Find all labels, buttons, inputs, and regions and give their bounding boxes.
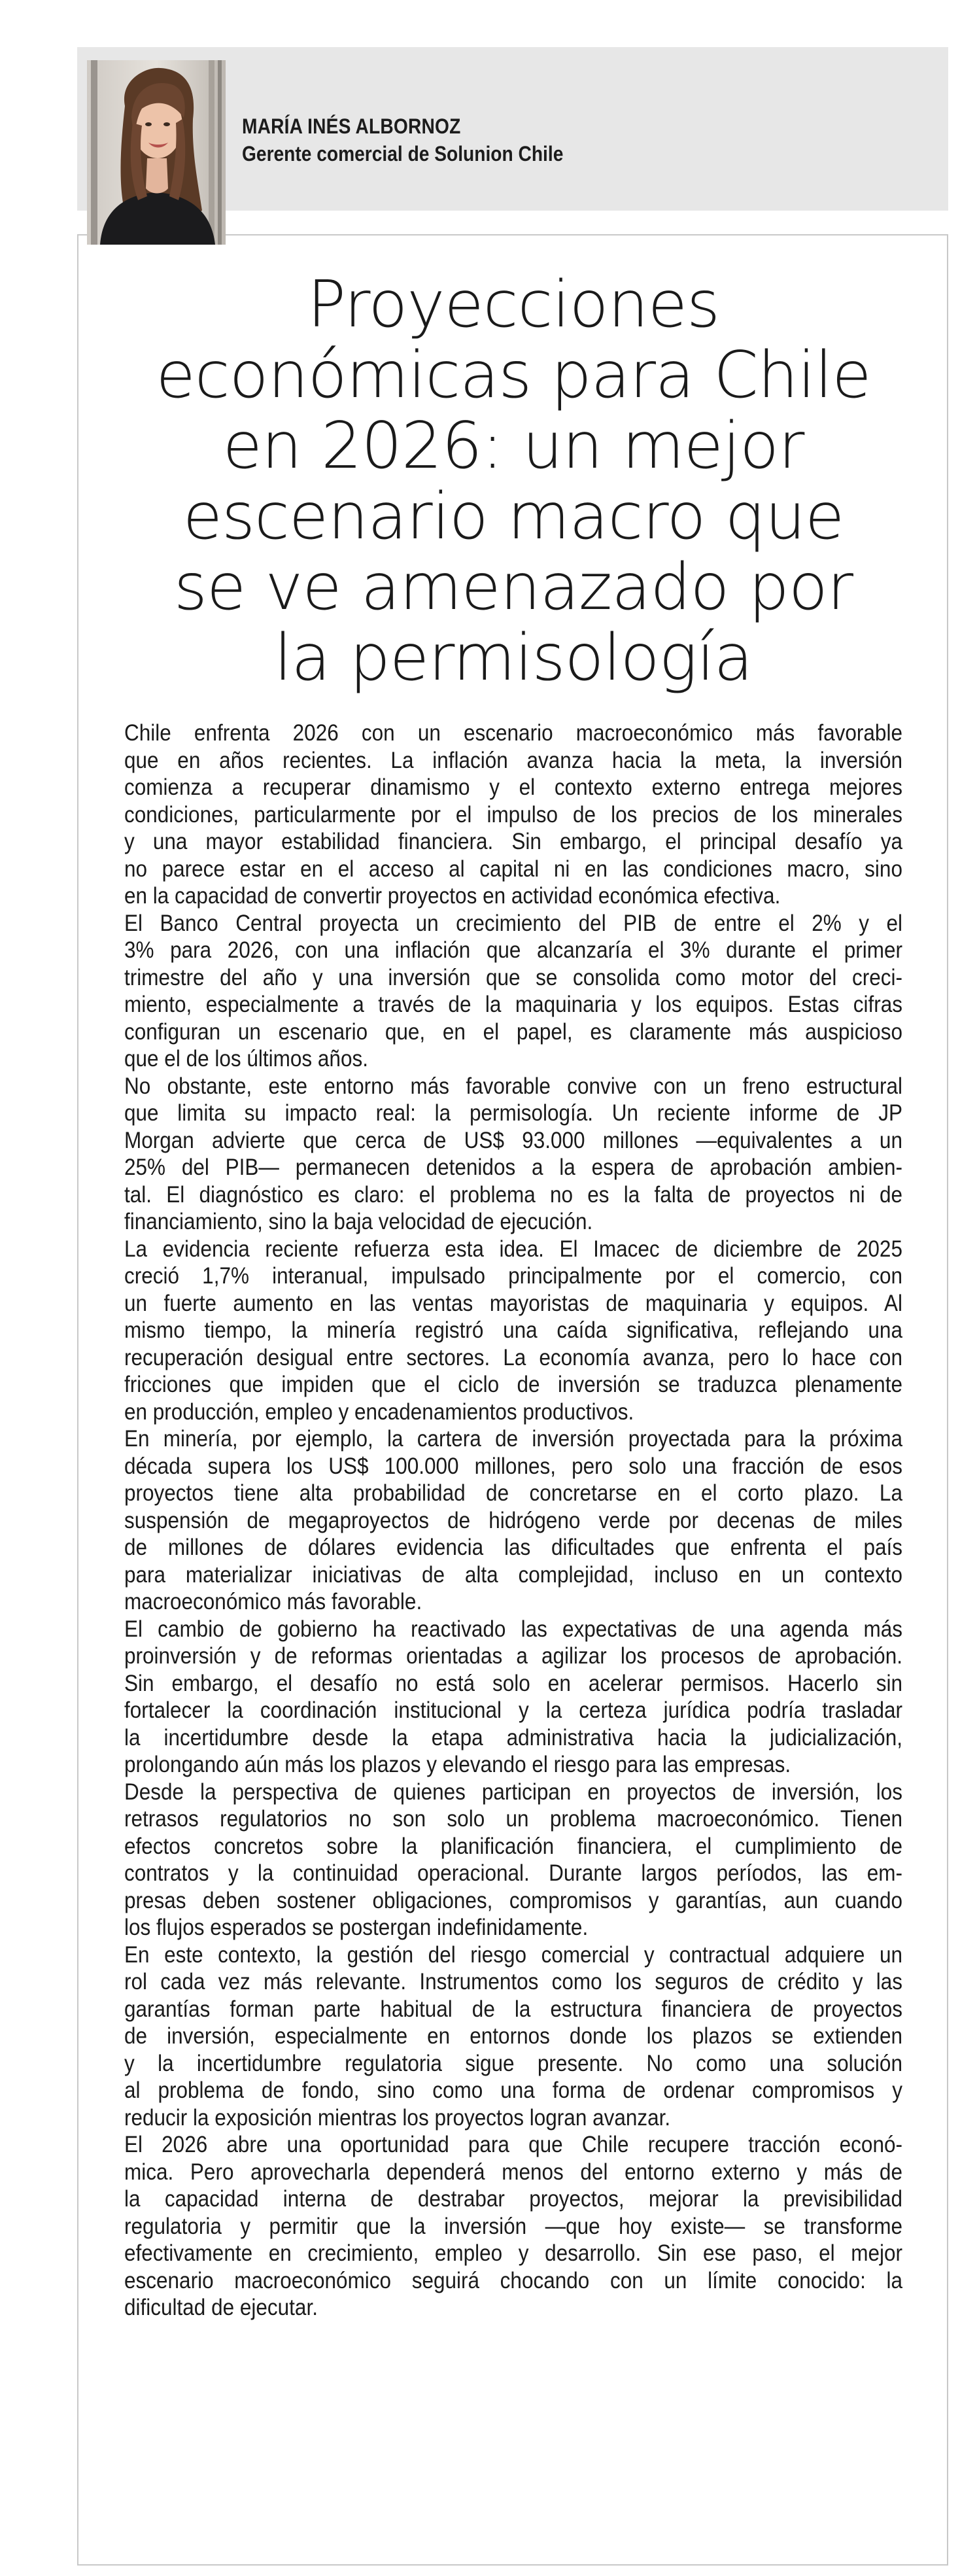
paragraph-line: rol cada vez más relevante. Instrumentos como los seguros de crédito y las [124, 1969, 902, 1994]
article-page [77, 47, 948, 2566]
paragraph-line: fricciones que impiden que el ciclo de inversión se traduzca plenamente [124, 1372, 902, 1397]
paragraph-line: El 2026 abre una oportunidad para que Chile recupere tracción econó- [124, 2132, 902, 2157]
headline-line: en 2026: un mejor [222, 409, 804, 483]
author-photo [87, 60, 226, 245]
paragraph-line: 25% del PIB— permanecen detenidos a la espera de aprobación ambien- [124, 1155, 902, 1180]
headline-line: económicas para Chile [156, 338, 871, 413]
paragraph-line: proinversión y de reformas orientadas a agilizar los procesos de aprobación. [124, 1643, 902, 1669]
paragraph-line: década supera los US$ 100.000 millones, pero solo una fracción de esos [124, 1453, 902, 1479]
paragraph-line: Desde la perspectiva de quienes participan en proyectos de inversión, los [124, 1779, 902, 1805]
paragraph-line: dificultad de ejecutar. [124, 2295, 318, 2320]
paragraph-line: La evidencia reciente refuerza esta idea. El Imacec de diciembre de 2025 [124, 1236, 902, 1262]
article-paragraph [124, 910, 902, 1073]
paragraph-line: los flujos esperados se postergan indefinidamente. [124, 1915, 589, 1940]
article-paragraph [124, 2131, 902, 2322]
article-paragraph [124, 720, 902, 910]
author-portrait-icon [87, 60, 226, 245]
paragraph-line: tal. El diagnóstico es claro: el problema no es la falta de proyectos ni de [124, 1181, 902, 1208]
article-paragraph [124, 1941, 902, 2132]
paragraph-line: la incertidumbre desde la etapa administrativa hacia la judicialización, [124, 1724, 902, 1750]
paragraph-line: garantías forman parte habitual de la estructura financiera de proyectos [124, 1996, 902, 2022]
paragraph-line: efectos concretos sobre la planificación financiera, el cumplimiento de [124, 1833, 902, 1859]
headline-line: escenario macro que [182, 479, 844, 554]
paragraph-line: presas deben sostener obligaciones, compromisos y garantías, aun cuando [124, 1887, 902, 1913]
author-role: Gerente comercial de Solunion Chile [242, 142, 564, 165]
article-box [77, 234, 948, 2566]
paragraph-line: prolongando aún más los plazos y elevando el riesgo para las empresas. [124, 1752, 791, 1777]
paragraph-line: para materializar iniciativas de alta complejidad, incluso en un contexto [124, 1561, 902, 1588]
paragraph-line: Chile enfrenta 2026 con un escenario macroeconómico más favorable [124, 720, 902, 746]
paragraph-line: En minería, por ejemplo, la cartera de inversión proyectada para la próxima [124, 1426, 902, 1452]
article-paragraph [124, 1236, 902, 1426]
paragraph-line: trimestre del año y una inversión que se consolida como motor del creci- [124, 964, 902, 990]
paragraph-line: comienza a recuperar dinamismo y el contexto externo entrega mejores [124, 775, 902, 800]
article-paragraph [124, 1073, 902, 1236]
headline-line: la permisología [274, 621, 753, 695]
paragraph-line: creció 1,7% interanual, impulsado principalmente por el comercio, con [124, 1263, 902, 1289]
paragraph-line: un fuerte aumento en las ventas mayoristas de maquinaria y equipos. Al [124, 1290, 902, 1316]
paragraph-line: En este contexto, la gestión del riesgo comercial y contractual adquiere un [124, 1941, 902, 1968]
paragraph-line: de inversión, especialmente en entornos donde los plazos se extienden [124, 2023, 902, 2049]
paragraph-line: financiamiento, sino la baja velocidad de ejecución. [124, 1209, 593, 1234]
paragraph-line: fortalecer la coordinación institucional y la certeza jurídica podría trasladar [124, 1697, 902, 1723]
paragraph-line: condiciones, particularmente por el impulso de los precios de los minerales [124, 801, 902, 827]
paragraph-line: El cambio de gobierno ha reactivado las expectativas de una agenda más [124, 1616, 902, 1642]
paragraph-line: mismo tiempo, la minería registró una caída significativa, reflejando una [124, 1317, 902, 1343]
paragraph-line: al problema de fondo, sino como una forma de ordenar compromisos y [124, 2078, 902, 2103]
article-paragraph [124, 1779, 902, 1941]
paragraph-line: Sin embargo, el desafío no está solo en acelerar permisos. Hacerlo sin [124, 1670, 902, 1696]
paragraph-line: recuperación desigual entre sectores. La economía avanza, pero lo hace con [124, 1344, 902, 1370]
article-paragraph [124, 1425, 902, 1616]
paragraph-line: escenario macroeconómico seguirá chocando con un límite conocido: la [124, 2267, 902, 2293]
article-body [124, 720, 902, 2322]
paragraph-line: No obstante, este entorno más favorable convive con un freno estructural [124, 1073, 902, 1099]
article-paragraph [124, 1616, 902, 1779]
paragraph-line: 3% para 2026, con una inflación que alcanzaría el 3% durante el primer [124, 937, 902, 963]
paragraph-line: efectivamente en crecimiento, empleo y desarrollo. Sin ese paso, el mejor [124, 2240, 902, 2266]
paragraph-line: contratos y la continuidad operacional. Durante largos períodos, las em- [124, 1860, 902, 1886]
paragraph-line: y la incertidumbre regulatoria sigue presente. No como una solución [124, 2050, 902, 2076]
paragraph-line: no parece estar en el acceso al capital ni en las condiciones macro, sino [124, 856, 902, 882]
paragraph-line: El Banco Central proyecta un crecimiento del PIB de entre el 2% y el [124, 910, 902, 936]
paragraph-line: proyectos tiene alta probabilidad de concretarse en el corto plazo. La [124, 1480, 902, 1506]
paragraph-line: mica. Pero aprovecharla dependerá menos del entorno externo y más de [124, 2159, 902, 2185]
paragraph-line: que limita su impacto real: la permisología. Un reciente informe de JP [124, 1100, 902, 1126]
paragraph-line: en producción, empleo y encadenamientos productivos. [124, 1399, 634, 1425]
paragraph-line: en la capacidad de convertir proyectos en actividad económica efectiva. [124, 883, 781, 909]
paragraph-line: que en años recientes. La inflación avanza hacia la meta, la inversión [124, 747, 902, 773]
author-byline [242, 113, 607, 167]
paragraph-line: Morgan advierte que cerca de US$ 93.000 millones —equivalentes a un [124, 1127, 902, 1153]
paragraph-line: reducir la exposición mientras los proyectos logran avanzar. [124, 2104, 671, 2131]
paragraph-line: configuran un escenario que, en el papel, es claramente más auspicioso [124, 1018, 902, 1045]
headline-line: Proyecciones [307, 268, 720, 342]
headline-line: se ve amenazado por [173, 550, 853, 625]
paragraph-line: miento, especialmente a través de la maquinaria y los equipos. Estas cifras [124, 992, 902, 1017]
paragraph-line: de millones de dólares evidencia las dificultades que enfrenta el país [124, 1535, 902, 1560]
paragraph-line: suspensión de megaproyectos de hidrógeno verde por decenas de miles [124, 1507, 902, 1533]
paragraph-line: retrasos regulatorios no son solo un problema macroeconómico. Tienen [124, 1806, 902, 1832]
paragraph-line: que el de los últimos años. [124, 1046, 368, 1071]
headline [118, 270, 909, 693]
author-name: MARÍA INÉS ALBORNOZ [242, 114, 461, 138]
paragraph-line: la capacidad interna de destrabar proyectos, mejorar la previsibilidad [124, 2186, 902, 2212]
paragraph-line: regulatoria y permitir que la inversión —que hoy existe— se transforme [124, 2213, 902, 2239]
paragraph-line: y una mayor estabilidad financiera. Sin embargo, el principal desafío ya [124, 829, 902, 854]
paragraph-line: macroeconómico más favorable. [124, 1589, 422, 1614]
